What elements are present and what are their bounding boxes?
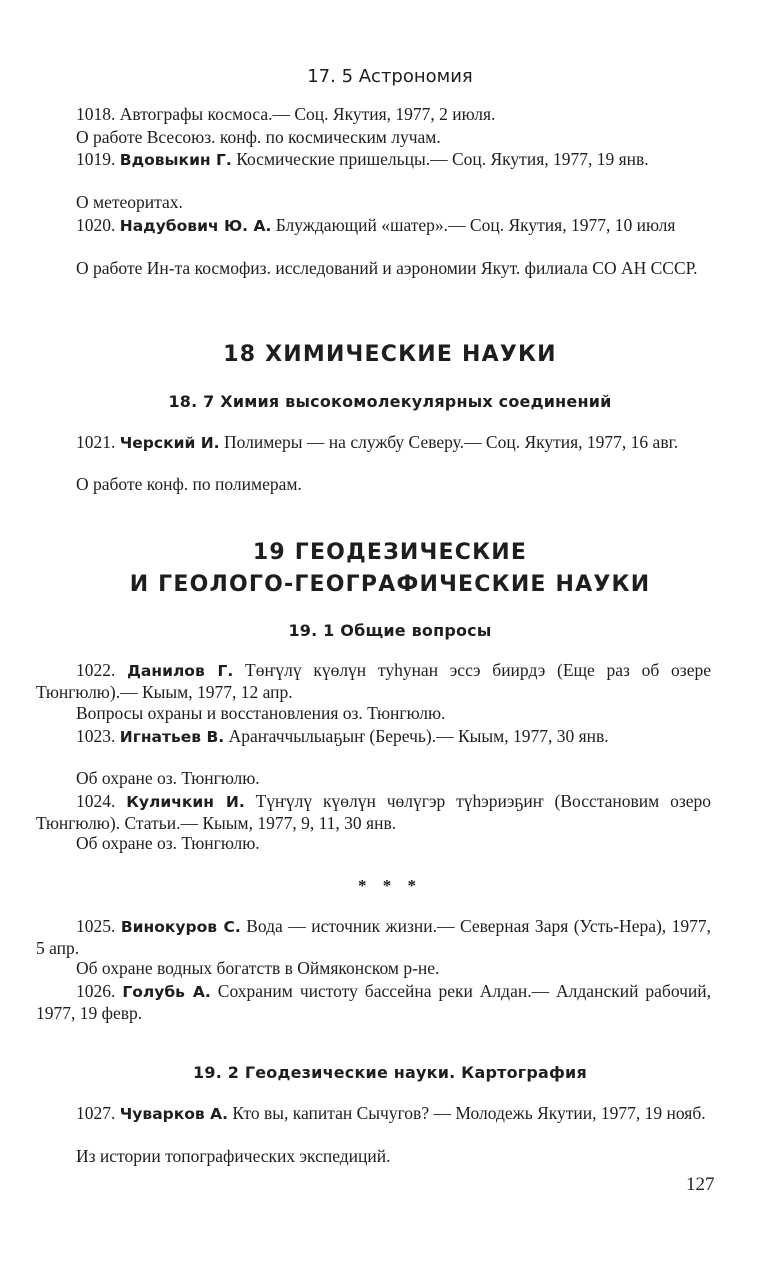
entry-author: Куличкин И. [126, 793, 245, 811]
entry-note: О метеоритах. [76, 192, 183, 212]
subsection-19-2: 19. 2 Геодезические науки. Картография [193, 1063, 587, 1082]
entry-note: Об охране водных богатств в Оймяконском р-не. [76, 958, 440, 978]
entry-text: Блуждающий «шатер».— Соц. Якутия, 1977, 10 июля [275, 215, 676, 235]
entry-note: Об охране оз. Тюнгюлю. [76, 833, 260, 853]
section-title-19-line2: И ГЕОЛОГО-ГЕОГРАФИЧЕСКИЕ НАУКИ [129, 572, 651, 597]
entry-note: О работе Ин-та космофиз. исследований и аэрономии Якут. филиала СО АН СССР. [76, 258, 698, 278]
entry-1025 [36, 916, 711, 959]
entry-text: Автографы космоса.— Соц. Якутия, 1977, 2 июля. [119, 104, 496, 124]
entry-1027 [36, 1103, 711, 1125]
entry-number: 1025. [76, 916, 116, 936]
entry-number: 1020. [76, 215, 116, 235]
entry-author: Игнатьев В. [119, 728, 225, 746]
separator-asterisks: * * * [358, 876, 422, 895]
entry-1026 [36, 981, 711, 1024]
running-head: 17. 5 Астрономия [307, 66, 473, 87]
entry-text: Полимеры — на службу Северу.— Соц. Якутия, 1977, 16 авг. [223, 432, 679, 452]
entry-text: Араҥаччылыаҕыҥ (Беречь).— Кыым, 1977, 30 янв. [228, 726, 609, 746]
entry-1020 [36, 215, 711, 237]
entry-number: 1026. [76, 981, 116, 1001]
entry-number: 1018. [76, 104, 116, 124]
entry-note: Об охране оз. Тюнгюлю. [76, 768, 260, 788]
entry-number: 1022. [76, 660, 116, 680]
entry-author: Чуварков А. [119, 1105, 229, 1123]
entry-1019 [36, 149, 711, 171]
entry-text: Космические пришельцы.— Соц. Якутия, 1977, 19 янв. [236, 149, 649, 169]
entry-author: Винокуров С. [120, 918, 241, 936]
section-title-19-line1: 19 ГЕОДЕЗИЧЕСКИЕ [252, 540, 528, 565]
entry-author: Черский И. [119, 434, 220, 452]
entry-note: О работе Всесоюз. конф. по космическим лучам. [76, 127, 441, 147]
entry-1018 [36, 104, 711, 125]
entry-number: 1024. [76, 791, 116, 811]
entry-author: Надубович Ю. А. [119, 217, 272, 235]
entry-1023 [36, 726, 711, 748]
entry-text: Төҥүлү күөлүн туһунан эссэ биирдэ (Еще раз об озере Тюнгюлю).— Кыым, 1977, 12 апр. [36, 660, 712, 702]
subsection-19-1: 19. 1 Общие вопросы [288, 621, 492, 640]
entry-number: 1019. [76, 149, 116, 169]
entry-number: 1021. [76, 432, 116, 452]
entry-1022 [36, 660, 711, 703]
entry-1024 [36, 791, 711, 834]
entry-note: Вопросы охраны и восстановления оз. Тюнгюлю. [76, 703, 446, 723]
entry-number: 1027. [76, 1103, 116, 1123]
entry-note: О работе конф. по полимерам. [76, 474, 302, 494]
entry-author: Вдовыкин Г. [119, 151, 232, 169]
entry-number: 1023. [76, 726, 116, 746]
section-title-18: 18 ХИМИЧЕСКИЕ НАУКИ [223, 342, 557, 367]
entry-text: Түҥүлү күөлүн чөлүгэр түһэриэҕиҥ (Восстановим озеро Тюнгюлю). Статьи.— Кыым, 1977, 9, 11, 30 янв. [36, 791, 711, 833]
entry-author: Голубь А. [122, 983, 211, 1001]
page-number: 127 [686, 1174, 715, 1195]
entry-text: Сохраним чистоту бассейна реки Алдан.— Алданский рабочий, 1977, 19 февр. [36, 981, 712, 1023]
subsection-18-7: 18. 7 Химия высокомолекулярных соединений [168, 392, 612, 411]
entry-note: Из истории топографических экспедиций. [76, 1146, 391, 1166]
entry-text: Кто вы, капитан Сычугов? — Молодежь Якутии, 1977, 19 нояб. [232, 1103, 706, 1123]
entry-1021 [36, 432, 711, 454]
entry-text: Вода — источник жизни.— Северная Заря (Усть-Нера), 1977, 5 апр. [36, 916, 712, 958]
entry-author: Данилов Г. [127, 662, 234, 680]
